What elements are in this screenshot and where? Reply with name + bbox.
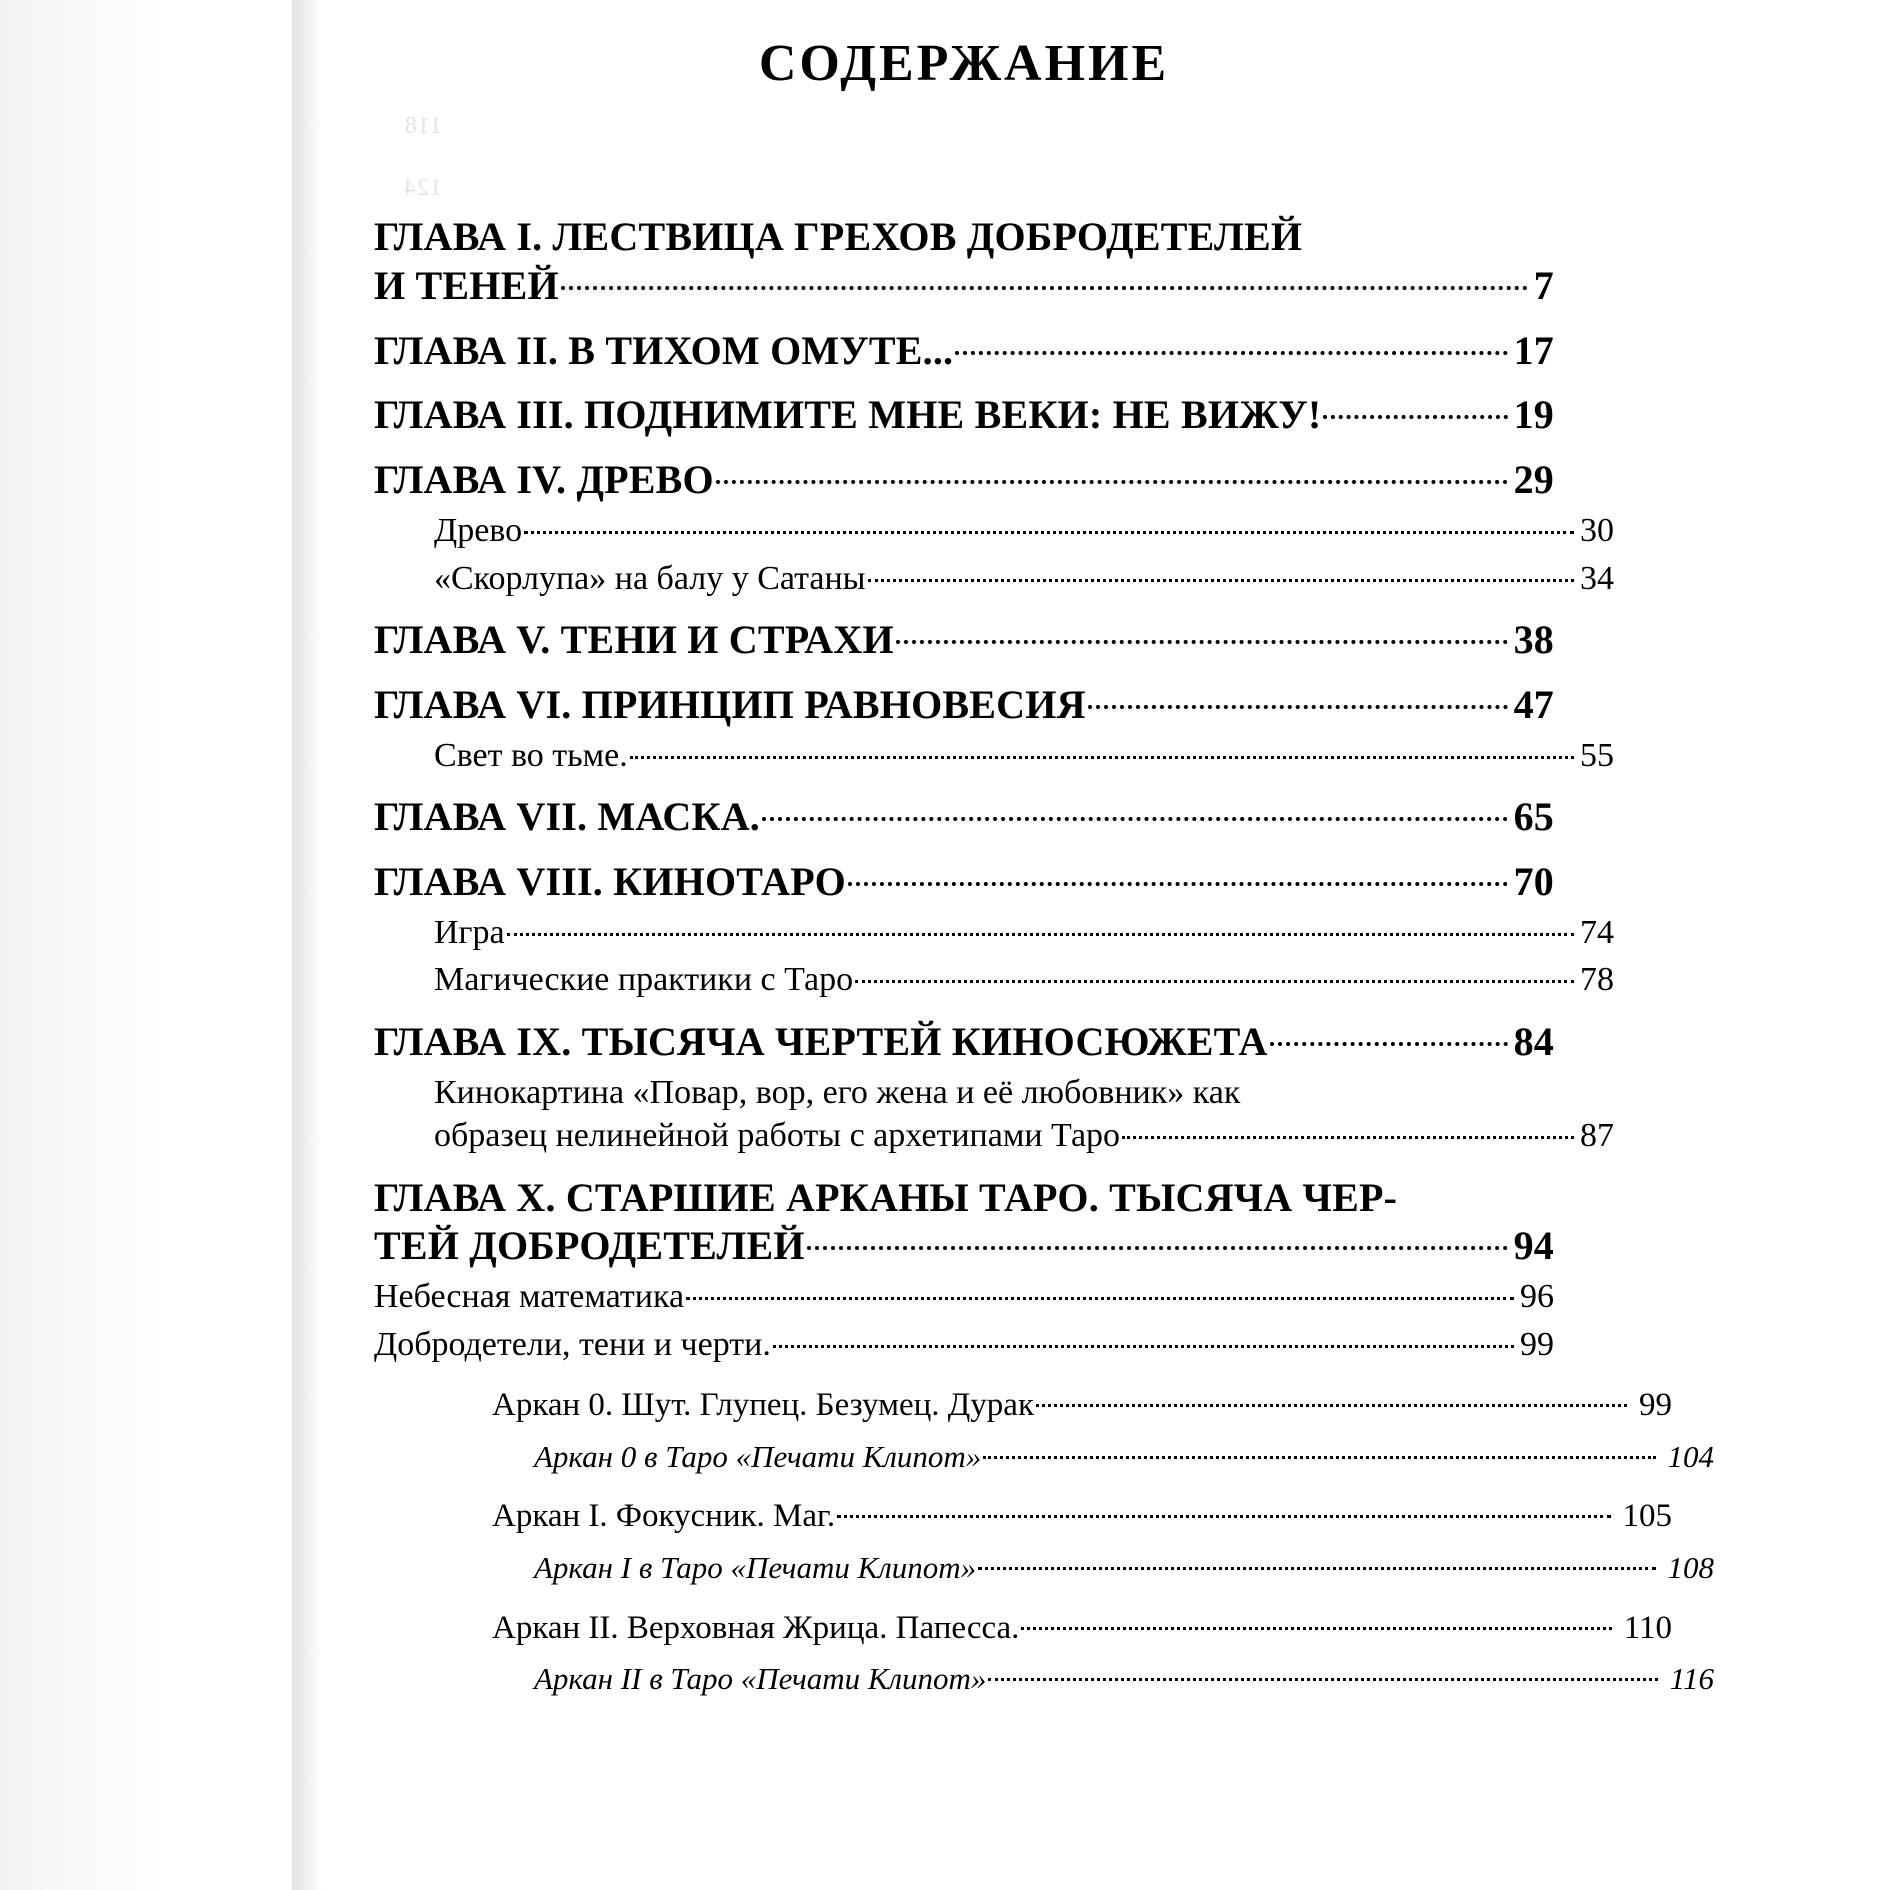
leader-dots [896, 640, 1508, 644]
toc-entry-page: 7 [1533, 262, 1554, 308]
toc-entry-chapter[interactable] [374, 1174, 1554, 1272]
toc-entry-section[interactable] [374, 1071, 1614, 1158]
toc-entry-label-cont: образец нелинейной работы с архетипами Таро [434, 1117, 1121, 1155]
toc-entry-page: 110 [1623, 1609, 1672, 1646]
toc-entry-page: 30 [1580, 511, 1614, 549]
toc-entry-arcanum[interactable] [374, 1495, 1672, 1538]
toc-entry-label: ГЛАВА I. ЛЕСТВИЦА ГРЕХОВ ДОБРОДЕТЕЛЕЙ [374, 214, 1303, 259]
toc-entry-page: 104 [1667, 1439, 1714, 1475]
leader-dots [807, 1246, 1508, 1250]
toc-entry-page: 99 [1520, 1325, 1554, 1363]
toc-entry-page: 19 [1513, 392, 1554, 438]
toc-entry-chapter[interactable] [374, 391, 1554, 440]
leader-dots [507, 933, 1574, 936]
toc-entry-label: Добродетели, тени и черти. [374, 1325, 771, 1363]
toc-entry-label: Магические практики с Таро [434, 961, 854, 999]
leader-dots [855, 980, 1574, 983]
leader-dots [686, 1297, 1514, 1300]
toc-entry-chapter[interactable] [374, 456, 1554, 505]
leader-dots [773, 1345, 1514, 1348]
toc-entry-chapter[interactable] [374, 858, 1554, 907]
toc-entry-chapter[interactable] [374, 793, 1554, 842]
page-title: СОДЕРЖАНИЕ [758, 35, 1170, 92]
toc-entry-page: 99 [1639, 1387, 1672, 1424]
toc-entry-subarcanum[interactable] [374, 1548, 1714, 1588]
toc-entry-page: 34 [1580, 559, 1614, 597]
toc-entry-label: Аркан II в Таро «Печати Клипот» [534, 1661, 987, 1697]
leader-dots [561, 286, 1528, 290]
toc-entry-page: 116 [1669, 1661, 1714, 1697]
toc-entry-label: ГЛАВА III. ПОДНИМИТЕ МНЕ ВЕКИ: НЕ ВИЖУ! [374, 392, 1322, 438]
toc-entry-label: ГЛАВА VI. ПРИНЦИП РАВНОВЕСИЯ [374, 681, 1086, 727]
leader-dots [1088, 705, 1508, 709]
toc-entry-section[interactable] [374, 911, 1614, 955]
leader-dots [762, 817, 1508, 821]
toc-entry-label: ГЛАВА IX. ТЫСЯЧА ЧЕРТЕЙ КИНОСЮЖЕТА [374, 1018, 1268, 1064]
toc-entry-label: ГЛАВА IV. ДРЕВО [374, 457, 714, 503]
leader-dots [524, 531, 1574, 534]
toc-entry-section[interactable] [374, 734, 1614, 778]
toc-entry-page: 74 [1580, 913, 1614, 951]
toc-entry-page: 65 [1513, 794, 1554, 840]
leader-dots [868, 579, 1574, 582]
toc-entry-section[interactable] [374, 509, 1614, 553]
toc-entry-label: ГЛАВА VII. МАСКА. [374, 794, 760, 840]
page-gutter [0, 0, 300, 1890]
toc-entry-page: 29 [1513, 457, 1554, 503]
toc-entry-label: Аркан 0 в Таро «Печати Клипот» [534, 1439, 982, 1475]
toc-entry-page: 108 [1667, 1550, 1714, 1586]
toc-entry-chapter[interactable] [374, 213, 1554, 311]
toc-entry-chapter[interactable] [374, 616, 1554, 665]
toc-entry-page: 94 [1513, 1223, 1554, 1269]
toc-entry-page: 96 [1520, 1278, 1554, 1316]
leader-dots [1122, 1136, 1574, 1139]
toc-entry-label: Аркан I. Фокусник. Маг. [492, 1498, 836, 1535]
toc-entry-label-cont: И ТЕНЕЙ [374, 262, 559, 308]
gutter-shadow [292, 0, 322, 1890]
toc-entry-label: ГЛАВА VIII. КИНОТАРО [374, 858, 846, 904]
toc-entry-label: Аркан 0. Шут. Глупец. Безумец. Дурак [492, 1387, 1034, 1424]
leader-dots [848, 882, 1508, 886]
toc-entry-arcanum[interactable] [374, 1384, 1672, 1427]
toc-entry-subarcanum[interactable] [374, 1659, 1714, 1699]
leader-dots [955, 351, 1507, 355]
toc-entry-label: Кинокартина «Повар, вор, его жена и её любовник» как [434, 1073, 1241, 1111]
toc-entry-page: 87 [1580, 1117, 1614, 1155]
toc-entry-page: 84 [1513, 1018, 1554, 1064]
toc-entry-page: 55 [1580, 736, 1614, 774]
toc-entry-section[interactable] [374, 1275, 1554, 1319]
table-of-contents [374, 213, 1714, 1700]
toc-entry-page: 78 [1580, 961, 1614, 999]
toc-entry-label: ГЛАВА X. СТАРШИЕ АРКАНЫ ТАРО. ТЫСЯЧА ЧЕР- [374, 1174, 1398, 1220]
toc-entry-label: Свет во тьме. [434, 736, 628, 774]
toc-entry-section[interactable] [374, 958, 1614, 1002]
toc-entry-arcanum[interactable] [374, 1607, 1672, 1650]
toc-entry-page: 47 [1513, 681, 1554, 727]
toc-entry-section[interactable] [374, 1323, 1554, 1367]
toc-entry-label: ГЛАВА II. В ТИХОМ ОМУТЕ... [374, 327, 954, 373]
toc-entry-label: Игра [434, 913, 505, 951]
leader-dots [1036, 1404, 1627, 1407]
toc-entry-chapter[interactable] [374, 1018, 1554, 1067]
leader-dots [716, 480, 1508, 484]
toc-entry-label: ГЛАВА V. ТЕНИ И СТРАХИ [374, 617, 894, 663]
toc-entry-page: 17 [1513, 327, 1554, 373]
toc-entry-label: Аркан I в Таро «Печати Клипот» [534, 1550, 977, 1586]
toc-entry-chapter[interactable] [374, 327, 1554, 376]
leader-dots [1021, 1627, 1611, 1630]
toc-entry-section[interactable] [374, 557, 1614, 601]
toc-entry-chapter[interactable] [374, 681, 1554, 730]
leader-dots [1270, 1042, 1508, 1046]
leader-dots [978, 1567, 1655, 1570]
toc-entry-label-cont: ТЕЙ ДОБРОДЕТЕЛЕЙ [374, 1223, 805, 1269]
page-content [374, 34, 1714, 1700]
ghost-page-numbers: 118 124 [403, 113, 442, 201]
toc-entry-page: 105 [1622, 1498, 1672, 1535]
toc-entry-label: Древо [434, 511, 523, 549]
toc-entry-label: «Скорлупа» на балу у Сатаны [434, 559, 866, 597]
leader-dots [983, 1456, 1655, 1459]
leader-dots [1323, 415, 1507, 419]
leader-dots [988, 1678, 1657, 1681]
toc-entry-subarcanum[interactable] [374, 1437, 1714, 1477]
toc-entry-page: 38 [1513, 617, 1554, 663]
leader-dots [630, 756, 1574, 759]
toc-entry-label: Аркан II. Верховная Жрица. Папесса. [492, 1609, 1020, 1646]
leader-dots [837, 1515, 1610, 1518]
toc-entry-label: Небесная математика [374, 1278, 685, 1316]
toc-entry-page: 70 [1513, 858, 1554, 904]
